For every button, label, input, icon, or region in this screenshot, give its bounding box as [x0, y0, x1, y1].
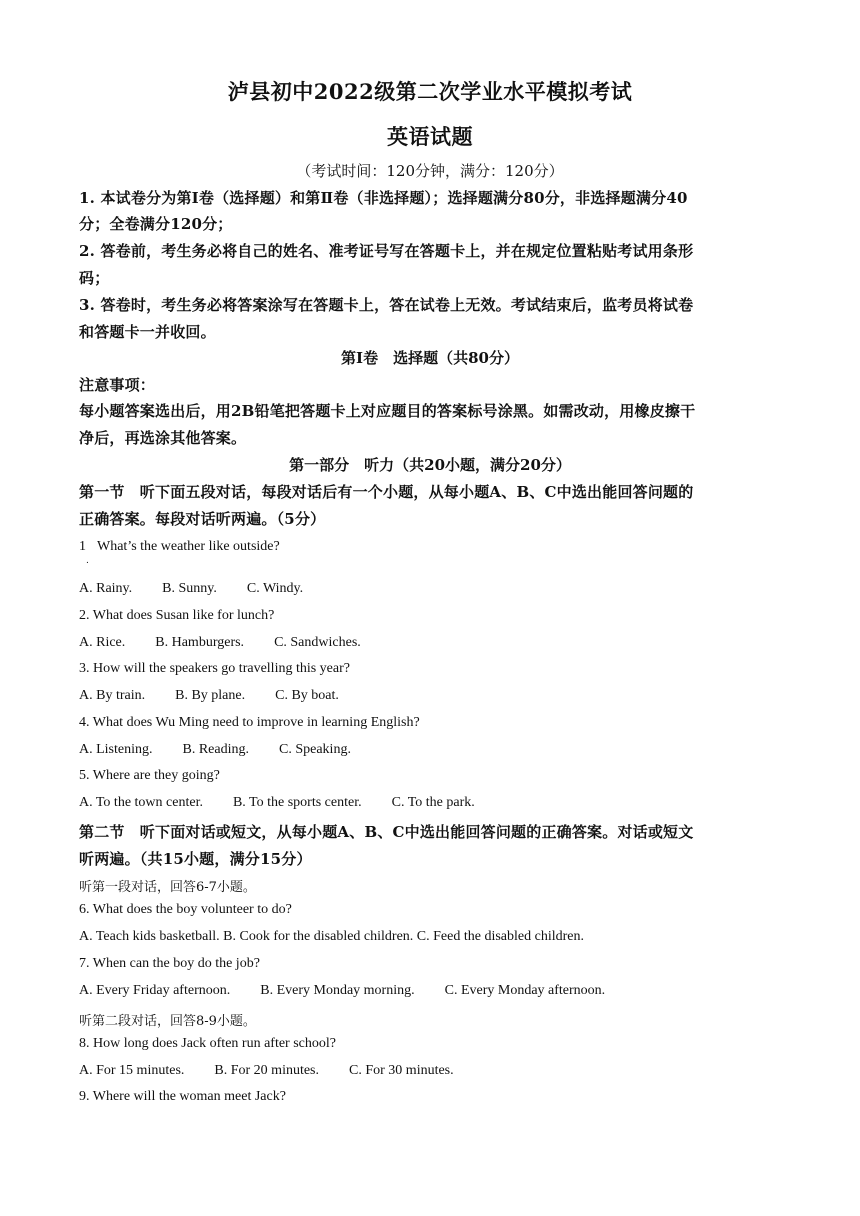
question-7-options: [79, 983, 789, 999]
section1-line-1: 第一节 听下面五段对话，每段对话后有一个小题，从每小题A、B、C中选出能回答问题的: [79, 483, 694, 501]
question-2-text: 2. What does Susan like for lunch?: [79, 608, 275, 623]
question-1-number: 1: [79, 539, 86, 554]
question-8-options: [79, 1063, 789, 1079]
instruction-2-line-2: 码；: [79, 269, 110, 287]
question-1-dot: .: [86, 556, 89, 566]
instruction-3-line-1: 3. 答卷时，考生务必将答案涂写在答题卡上，答在试卷上无效。考试结束后，监考员将试卷: [79, 296, 694, 314]
question-4-options: [79, 742, 789, 758]
option-a: A. Listening.: [79, 742, 153, 757]
instruction-3-line-2: 和答题卡一并收回。: [79, 323, 216, 341]
option-c: C. Windy.: [246, 581, 304, 596]
notice-line-1: 每小题答案选出后，用2B铅笔把答题卡上对应题目的答案标号涂黑。如需改动，用橡皮擦干: [79, 402, 696, 420]
option-c: C. For 30 minutes.: [349, 1063, 454, 1078]
option-b: B. Reading.: [182, 742, 249, 757]
option-c: C. To the park.: [391, 795, 475, 810]
question-1-options: [79, 581, 789, 597]
dialog1-intro: 听第一段对话，回答6-7小题。: [79, 880, 256, 895]
question-6-text: 6. What does the boy volunteer to do?: [79, 902, 292, 917]
question-5-text: 5. Where are they going?: [79, 768, 220, 783]
dialog2-intro: 听第二段对话，回答8-9小题。: [79, 1014, 256, 1029]
section1-line-2: 正确答案。每段对话听两遍。（5分）: [79, 510, 326, 528]
question-2-options: [79, 635, 789, 651]
option-c: C. Every Monday afternoon.: [444, 983, 606, 998]
option-a: A. To the town center.: [79, 795, 203, 810]
option-a: A. Rice.: [79, 635, 126, 650]
exam-info: （考试时间：120分钟，满分：120分）: [296, 162, 564, 180]
option-b: B. By plane.: [175, 688, 246, 703]
option-c: C. Sandwiches.: [274, 635, 361, 650]
option-a: A. For 15 minutes.: [79, 1063, 185, 1078]
option-b: B. Hamburgers.: [155, 635, 245, 650]
option-c: C. By boat.: [275, 688, 339, 703]
notice-label: 注意事项：: [79, 376, 156, 394]
question-6-options: A. Teach kids basketball. B. Cook for the disabled children. C. Feed the disabled children.: [79, 929, 584, 944]
part1-heading: 第一部分 听力（共20小题，满分20分）: [289, 456, 571, 474]
notice-line-2: 净后，再选涂其他答案。: [79, 429, 247, 447]
instruction-1-line-2: 分；全卷满分120分；: [79, 215, 233, 233]
exam-title: 泸县初中2022级第二次学业水平模拟考试: [227, 79, 633, 104]
question-7-text: 7. When can the boy do the job?: [79, 956, 260, 971]
question-3-text: 3. How will the speakers go travelling this year?: [79, 661, 350, 676]
option-c: C. Speaking.: [279, 742, 351, 757]
option-b: B. For 20 minutes.: [214, 1063, 320, 1078]
instruction-2-line-1: 2. 答卷前，考生务必将自己的姓名、准考证号写在答题卡上，并在规定位置粘贴考试用条形: [79, 242, 694, 260]
section2-line-1: 第二节 听下面对话或短文，从每小题A、B、C中选出能回答问题的正确答案。对话或短文: [79, 823, 694, 841]
option-b: B. Every Monday morning.: [260, 983, 415, 998]
question-3-options: [79, 688, 789, 704]
exam-subtitle: 英语试题: [387, 124, 473, 149]
volume1-heading: 第Ⅰ卷 选择题（共80分）: [341, 349, 519, 367]
question-4-text: 4. What does Wu Ming need to improve in learning English?: [79, 715, 420, 730]
question-8-text: 8. How long does Jack often run after school?: [79, 1036, 336, 1051]
instruction-1-line-1: 1. 本试卷分为第Ⅰ卷（选择题）和第Ⅱ卷（非选择题）；选择题满分80分，非选择题满分40: [79, 189, 688, 207]
option-a: A. Rainy.: [79, 581, 133, 596]
option-b: B. To the sports center.: [232, 795, 362, 810]
option-a: A. Every Friday afternoon.: [79, 983, 231, 998]
question-1-text: What’s the weather like outside?: [97, 539, 280, 554]
question-5-options: [79, 795, 789, 811]
option-a: A. By train.: [79, 688, 146, 703]
question-9-text: 9. Where will the woman meet Jack?: [79, 1089, 286, 1104]
section2-line-2: 听两遍。（共15小题，满分15分）: [79, 850, 312, 868]
option-b: B. Sunny.: [162, 581, 217, 596]
